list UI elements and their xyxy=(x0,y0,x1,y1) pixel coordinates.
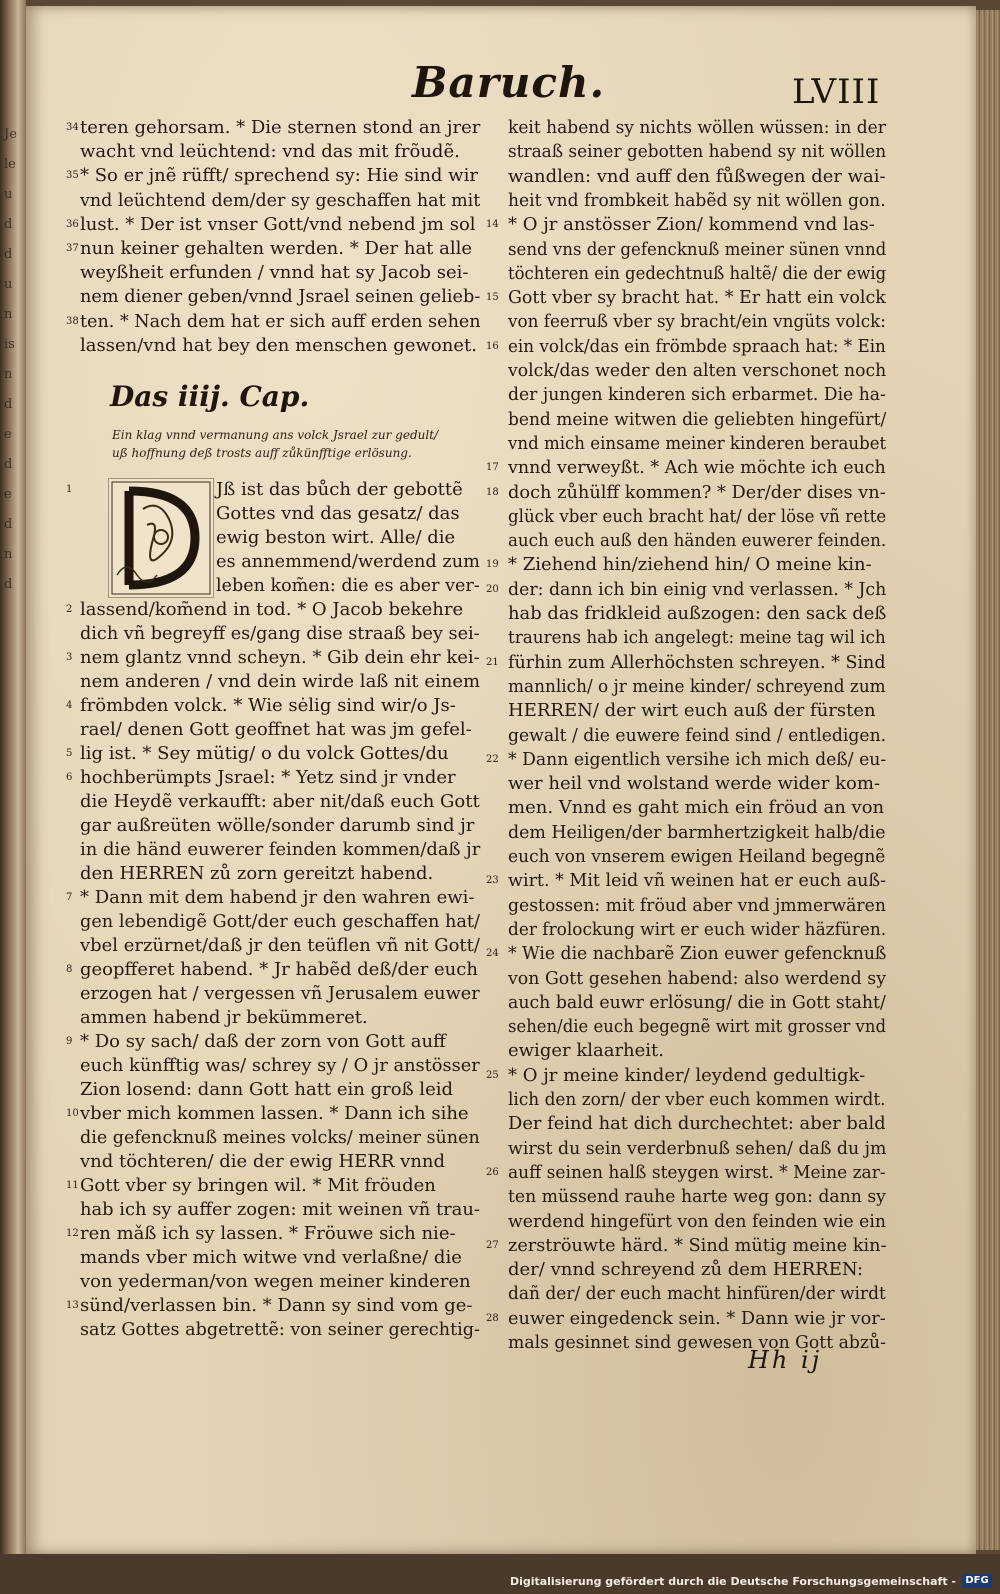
verse-number: 1 xyxy=(66,484,73,495)
text-line: mands vber mich witwe vnd verlaßne/ die xyxy=(80,1247,462,1268)
text-line: leben kom̃en: die es aber ver- xyxy=(216,575,480,596)
verse-number: 36 xyxy=(66,218,79,230)
verse-number: 5 xyxy=(66,748,73,759)
text-line: Gottes vnd das gesatz/ das xyxy=(216,503,460,524)
text-line: Zion losend: dann Gott hatt ein groß leid xyxy=(80,1079,453,1100)
text-line: bend meine witwen die geliebten hingefürt/ xyxy=(508,408,887,430)
text-line: vnnd verweyßt. * Ach wie möchte ich euch xyxy=(508,457,886,479)
decorated-initial-d xyxy=(108,478,214,598)
verse-number: 25 xyxy=(486,1069,499,1081)
verse-number: 15 xyxy=(486,292,499,304)
text-line: wer heil vnd wolstand werde wider kom- xyxy=(508,773,881,795)
dfg-logo: DFG xyxy=(962,1574,992,1588)
verse-number: 19 xyxy=(486,559,499,571)
verse-number: 6 xyxy=(66,772,73,783)
text-line: volck/das weder den alten verschonet noch xyxy=(508,360,887,381)
verse-number: 27 xyxy=(486,1239,499,1251)
text-line: dich vñ begreyff es/gang dise straaß bey sei- xyxy=(80,623,480,644)
verse-number: 14 xyxy=(486,219,499,231)
text-line: ten müssend rauhe harte weg gon: dann sy xyxy=(508,1186,886,1208)
chapter-summary-line: uß hoffnung deß trosts auff zůkünfftige erlösung. xyxy=(112,446,412,460)
text-line: Der feind hat dich durchechtet: aber bald xyxy=(508,1113,886,1135)
text-line: gen lebendigẽ Gott/der euch geschaffen hat/ xyxy=(80,911,481,932)
verse-number: 13 xyxy=(66,1300,79,1311)
bottom-strip xyxy=(0,1554,1000,1594)
text-line: ein volck/das ein frömbde spraach hat: * Ein xyxy=(508,335,886,357)
text-line: euch von vnserem ewigen Heiland begegnẽ xyxy=(508,846,886,867)
text-line: lich den zorn/ der vber euch kommen wirdt. xyxy=(508,1089,886,1110)
verse-number: 9 xyxy=(66,1036,73,1047)
text-line: auff seinen halß steygen wirst. * Meine zar- xyxy=(508,1161,886,1183)
text-line: satz Gottes abgetrettẽ: von seiner gerechtig- xyxy=(80,1319,480,1340)
text-line: mals gesinnet sind gewesen von Gott abzů- xyxy=(508,1332,886,1353)
text-line: sünd/verlassen bin. * Dann sy sind vom ge- xyxy=(80,1295,473,1316)
text-line: der: dann ich bin einig vnd verlassen. * Jch xyxy=(508,578,887,600)
text-line: der jungen kinderen sich erbarmet. Die ha- xyxy=(508,384,886,406)
text-line: werdend hingefürt von den feinden wie ein xyxy=(508,1210,886,1232)
text-line: * Dann mit dem habend jr den wahren ewi- xyxy=(80,887,475,908)
verse-number: 4 xyxy=(66,700,73,711)
text-line: weyßheit erfunden / vnnd hat sy Jacob sei- xyxy=(80,262,469,284)
verse-number: 23 xyxy=(486,875,499,887)
text-line: teren gehorsam. * Die sternen stond an jrer xyxy=(80,117,481,138)
verse-number: 21 xyxy=(486,656,499,668)
text-line: lassend/kom̃end in tod. * O Jacob bekehre xyxy=(80,599,464,620)
text-line: der frolockung wirt er euch wider häzfüren. xyxy=(508,918,887,940)
verse-number: 35 xyxy=(66,170,79,182)
text-line: vber mich kommen lassen. * Dann ich sihe xyxy=(80,1103,469,1124)
verse-number: 20 xyxy=(486,583,499,595)
text-line: * Do sy sach/ daß der zorn von Gott auff xyxy=(80,1031,446,1052)
text-line: lust. * Der ist vnser Gott/vnd nebend jm sol xyxy=(80,213,476,235)
text-line: gestossen: mit fröud aber vnd jmmerwären xyxy=(508,894,886,916)
signature-mark: Hh ij xyxy=(748,1346,823,1374)
text-line: von Gott gesehen habend: also werdend sy xyxy=(508,967,887,989)
text-line: * Wie die nachbarẽ Zion euwer gefencknuß xyxy=(508,943,887,965)
text-line: erzogen hat / vergessen vñ Jerusalem euwer xyxy=(80,983,480,1004)
verse-number: 8 xyxy=(66,964,73,975)
text-line: der/ vnnd schreyend zů dem HERREN: xyxy=(508,1259,864,1281)
text-line: zerströuwte härd. * Sind mütig meine kin- xyxy=(508,1234,887,1256)
text-line: wandlen: vnd auff den fůßwegen der wai- xyxy=(508,165,886,187)
text-line: heit vnd frombkeit habẽd sy nit wöllen gon. xyxy=(508,189,886,211)
text-line: hab ich sy auffer zogen: mit weinen vñ trau- xyxy=(80,1199,480,1220)
text-line: HERREN/ der wirt euch auß der fürsten xyxy=(508,700,876,722)
text-line: töchteren ein gedechtnuß haltẽ/ die der ewig xyxy=(508,262,887,284)
text-line: ten. * Nach dem hat er sich auff erden sehen xyxy=(80,310,481,332)
text-line: keit habend sy nichts wöllen wüssen: in der xyxy=(508,117,886,138)
verse-number: 7 xyxy=(66,892,73,903)
text-line: nun keiner gehalten werden. * Der hat alle xyxy=(80,238,473,259)
text-line: sehen/die euch begegnẽ wirt mit grosser vnd xyxy=(508,1016,887,1038)
text-line: von yederman/von wegen meiner kinderen xyxy=(80,1271,471,1292)
verse-number: 34 xyxy=(66,122,79,133)
verse-number: 18 xyxy=(486,486,499,498)
text-line: die Heydẽ verkaufft: aber nit/daß euch Gott xyxy=(80,791,480,812)
verse-number: 10 xyxy=(66,1108,79,1119)
verse-number: 11 xyxy=(66,1180,79,1191)
text-line: wirt. * Mit leid vñ weinen hat er euch auß- xyxy=(508,870,887,892)
text-line: gar außreüten wölle/sonder darumb sind jr xyxy=(80,815,475,836)
text-line: es annemmend/werdend zum xyxy=(216,551,480,572)
facing-page-margin-text: Je le u d d u n is n d e d e d n d xyxy=(4,127,17,592)
verse-number: 12 xyxy=(66,1228,79,1239)
verse-number: 28 xyxy=(486,1312,499,1324)
verse-number: 24 xyxy=(486,948,499,960)
text-line: ewig beston wirt. Alle/ die xyxy=(216,527,456,548)
text-line: fürhin zum Allerhöchsten schreyen. * Sind xyxy=(508,651,886,673)
running-title: Baruch. xyxy=(412,58,606,107)
text-line: * Dann eigentlich versihe ich mich deß/ eu- xyxy=(508,748,887,770)
text-line: * O jr anstösser Zion/ kommend vnd las- xyxy=(508,214,875,236)
text-line: dem Heiligen/der barmhertzigkeit halb/die xyxy=(508,821,886,843)
text-line: rael/ denen Gott geoffnet hat was jm gefel- xyxy=(80,719,472,740)
text-line: ewiger klaarheit. xyxy=(508,1040,665,1062)
text-line: ren mǎß ich sy lassen. * Fröuwe sich nie- xyxy=(80,1223,456,1244)
text-line: send vns der gefencknuß meiner sünen vnnd xyxy=(508,238,887,260)
verse-number: 26 xyxy=(486,1166,499,1178)
text-line: euwer eingedenck sein. * Dann wie jr vor- xyxy=(508,1307,886,1329)
text-line: mannlich/ o jr meine kinder/ schreyend zum xyxy=(508,675,886,697)
chapter-heading: Das iiij. Cap. xyxy=(110,380,310,413)
verse-number: 38 xyxy=(66,315,79,327)
text-line: hochberümpts Jsrael: * Yetz sind jr vnder xyxy=(80,767,456,788)
text-line: wacht vnd leüchtend: vnd das mit frõudẽ. xyxy=(80,141,460,163)
text-line: * So er jnẽ rüfft/ sprechend sy: Hie sind wir xyxy=(80,165,478,187)
text-line: lassen/vnd hat bey den menschen gewonet. xyxy=(80,334,477,356)
text-line: * Ziehend hin/ziehend hin/ O meine kin- xyxy=(508,554,872,576)
text-line: nem diener geben/vnnd Jsrael seinen gelieb- xyxy=(80,286,481,308)
digitization-credit: Digitalisierung gefördert durch die Deutsche Forschungsgemeinschaft - xyxy=(509,1575,956,1588)
text-line: wirst du sein verderbnuß sehen/ daß du jm xyxy=(508,1137,887,1159)
verse-number: 16 xyxy=(486,340,499,352)
text-line: * O jr meine kinder/ leydend gedultigk- xyxy=(508,1064,866,1086)
page-stack-edge xyxy=(976,10,1000,1550)
text-line: die gefencknuß meines volcks/ meiner sünen xyxy=(80,1127,480,1148)
verse-number: 2 xyxy=(66,604,73,615)
text-line: hab das fridkleid außzogen: den sack deß xyxy=(508,603,887,624)
verse-number: 22 xyxy=(486,753,499,765)
verse-number: 3 xyxy=(66,652,73,663)
text-line: doch zůhülff kommen? * Der/der dises vn- xyxy=(508,481,886,503)
text-line: nem anderen / vnd dein wirde laß nit einem xyxy=(80,671,481,692)
text-line: gewalt / die euwere feind sind / entledigen. xyxy=(508,724,887,746)
text-line: straaß seiner gebotten habend sy nit wöllen xyxy=(508,141,887,163)
text-line: men. Vnnd es gaht mich ein fröud an von xyxy=(508,797,885,819)
text-line: in die händ euwerer feinden kommen/daß jr xyxy=(80,839,481,860)
text-line: glück vber euch bracht hat/ der löse vñ rette xyxy=(508,505,887,527)
text-line: dañ der/ der euch macht hinfüren/der wirdt xyxy=(508,1283,886,1305)
verse-number: 37 xyxy=(66,243,79,254)
facing-page-edge xyxy=(0,0,26,1594)
text-line: nem glantz vnnd scheyn. * Gib dein ehr kei- xyxy=(80,647,480,668)
chapter-summary-line: Ein klag vnnd vermanung ans volck Jsrael zur gedult/ xyxy=(112,428,439,442)
text-line: von feerruß vber sy bracht/ein vngüts volck: xyxy=(508,311,886,333)
text-line: vnd töchteren/ die der ewig HERR vnnd xyxy=(80,1151,446,1172)
text-line: auch euch auß den händen euwerer feinden. xyxy=(508,530,887,552)
text-line: geopfferet habend. * Jr habẽd deß/der euch xyxy=(80,959,478,980)
text-line: frömbden volck. * Wie sėlig sind wir/o Js- xyxy=(80,695,456,716)
text-line: auch bald euwr erlösung/ die in Gott staht/ xyxy=(508,991,886,1013)
text-line: den HERREN zů zorn gereitzt habend. xyxy=(80,863,434,884)
text-line: Jß ist das bůch der gebottẽ xyxy=(216,479,463,500)
text-line: vnd mich einsame meiner kinderen beraubet xyxy=(508,432,887,454)
text-line: Gott vber sy bracht hat. * Er hatt ein volck xyxy=(508,287,886,309)
text-line: vbel erzürnet/daß jr den teüflen vñ nit Gott/ xyxy=(80,935,480,956)
text-line: traurens hab ich angelegt: meine tag wil ich xyxy=(508,627,886,649)
text-line: ammen habend jr bekümmeret. xyxy=(80,1007,368,1028)
text-line: euch künfftig was/ schrey sy / O jr anstösser xyxy=(80,1055,480,1076)
text-line: lig ist. * Sey mütig/ o du volck Gottes/du xyxy=(80,743,449,764)
text-line: vnd leüchtend dem/der sy geschaffen hat mit xyxy=(80,189,481,211)
verse-number: 17 xyxy=(486,462,499,474)
folio-number: LVIII xyxy=(792,72,881,112)
text-line: Gott vber sy bringen wil. * Mit fröuden xyxy=(80,1175,436,1196)
